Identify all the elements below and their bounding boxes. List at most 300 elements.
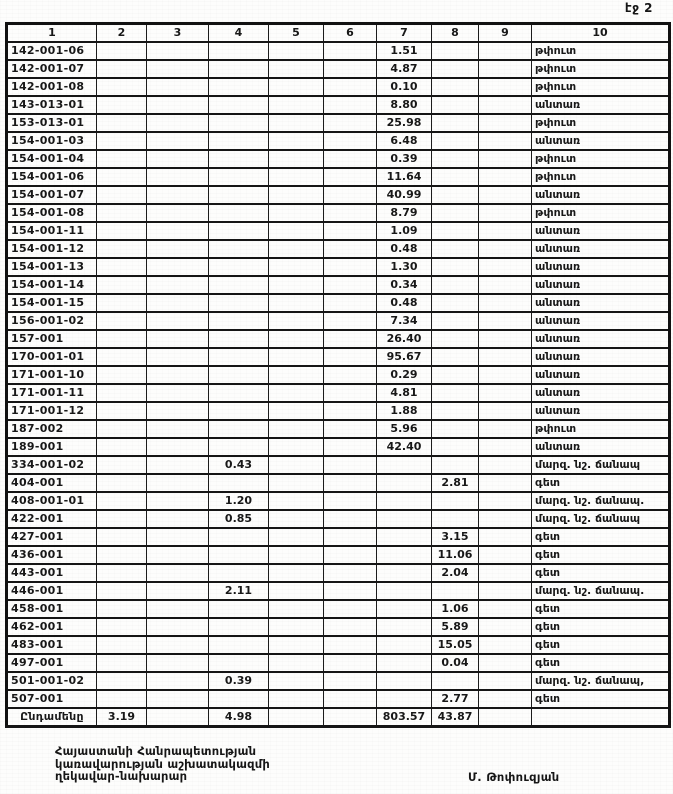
header-row xyxy=(7,24,670,43)
cell-col-9 xyxy=(479,582,532,600)
cell-col-8: 11.06 xyxy=(432,546,479,564)
land-category: գետ xyxy=(532,474,670,492)
parcel-code: 171-001-12 xyxy=(7,402,97,420)
land-category: մարզ. նշ. ճանապ. xyxy=(532,582,670,600)
land-category: գետ xyxy=(532,654,670,672)
cell-col-7 xyxy=(377,510,432,528)
cell-col-5 xyxy=(269,204,324,222)
column-header-9: 9 xyxy=(479,24,532,43)
land-category: թփուտ xyxy=(532,78,670,96)
column-header-1: 1 xyxy=(7,24,97,43)
table-row xyxy=(7,348,670,366)
cell-col-9 xyxy=(479,528,532,546)
cell-col-4 xyxy=(209,258,269,276)
footer-line-3: ղեկավար-նախարար xyxy=(55,769,188,783)
cell-col-5 xyxy=(269,654,324,672)
cell-col-4: 1.20 xyxy=(209,492,269,510)
cell-col-4 xyxy=(209,348,269,366)
cell-col-4 xyxy=(209,402,269,420)
table-body xyxy=(7,42,670,727)
cell-col-2 xyxy=(97,618,147,636)
cell-col-7: 7.34 xyxy=(377,312,432,330)
cell-col-6 xyxy=(324,186,377,204)
cell-col-2 xyxy=(97,546,147,564)
cell-col-5 xyxy=(269,474,324,492)
column-header-4: 4 xyxy=(209,24,269,43)
cell-col-7: 40.99 xyxy=(377,186,432,204)
land-category: անտառ xyxy=(532,312,670,330)
land-category: գետ xyxy=(532,564,670,582)
cell-col-3 xyxy=(147,510,209,528)
cell-col-6 xyxy=(324,384,377,402)
cell-col-8 xyxy=(432,366,479,384)
cell-col-9 xyxy=(479,222,532,240)
cell-col-5 xyxy=(269,240,324,258)
column-header-6: 6 xyxy=(324,24,377,43)
cell-col-3 xyxy=(147,114,209,132)
land-category: անտառ xyxy=(532,186,670,204)
land-category: թփուտ xyxy=(532,168,670,186)
cell-col-5 xyxy=(269,150,324,168)
cell-col-4 xyxy=(209,312,269,330)
cell-col-7 xyxy=(377,528,432,546)
cell-col-9 xyxy=(479,636,532,654)
cell-col-9 xyxy=(479,78,532,96)
cell-col-6 xyxy=(324,168,377,186)
cell-col-6 xyxy=(324,294,377,312)
cell-col-3 xyxy=(147,366,209,384)
table-row xyxy=(7,456,670,474)
cell-col-5 xyxy=(269,618,324,636)
table-row xyxy=(7,294,670,312)
cell-col-4: 0.43 xyxy=(209,456,269,474)
cell-col-8 xyxy=(432,330,479,348)
cell-col-3 xyxy=(147,204,209,222)
cell-col-9 xyxy=(479,366,532,384)
cell-col-7: 26.40 xyxy=(377,330,432,348)
cell-col-2 xyxy=(97,240,147,258)
table-header xyxy=(7,24,670,43)
parcel-code: 462-001 xyxy=(7,618,97,636)
cell-col-3 xyxy=(147,168,209,186)
parcel-code: 142-001-06 xyxy=(7,42,97,60)
cell-col-2 xyxy=(97,42,147,60)
cell-col-8 xyxy=(432,276,479,294)
cell-col-5 xyxy=(269,222,324,240)
cell-col-4 xyxy=(209,618,269,636)
parcel-code: 154-001-08 xyxy=(7,204,97,222)
cell-col-9 xyxy=(479,456,532,474)
cell-col-9 xyxy=(479,402,532,420)
cell-col-3 xyxy=(147,420,209,438)
cell-col-9 xyxy=(479,60,532,78)
table-row xyxy=(7,204,670,222)
cell-col-6 xyxy=(324,60,377,78)
cell-col-6 xyxy=(324,636,377,654)
cell-col-2 xyxy=(97,294,147,312)
cell-col-2 xyxy=(97,204,147,222)
cell-col-5 xyxy=(269,438,324,456)
parcel-code: 334-001-02 xyxy=(7,456,97,474)
parcel-code: 154-001-03 xyxy=(7,132,97,150)
cell-col-5 xyxy=(269,510,324,528)
table-row xyxy=(7,312,670,330)
cell-col-6 xyxy=(324,690,377,708)
cell-col-5 xyxy=(269,78,324,96)
table-row xyxy=(7,492,670,510)
cell-col-5 xyxy=(269,96,324,114)
cell-col-5 xyxy=(269,564,324,582)
cell-col-6 xyxy=(324,672,377,690)
cell-col-8 xyxy=(432,222,479,240)
table-row xyxy=(7,330,670,348)
cell-col-8 xyxy=(432,510,479,528)
cell-col-3 xyxy=(147,60,209,78)
cell-col-5 xyxy=(269,312,324,330)
parcel-code: 436-001 xyxy=(7,546,97,564)
cell-col-2 xyxy=(97,528,147,546)
land-category: անտառ xyxy=(532,222,670,240)
cell-col-6 xyxy=(324,312,377,330)
cell-col-3 xyxy=(147,330,209,348)
cell-col-8 xyxy=(432,42,479,60)
cell-col-5 xyxy=(269,690,324,708)
parcel-code: 171-001-10 xyxy=(7,366,97,384)
cell-col-4 xyxy=(209,474,269,492)
table-row xyxy=(7,42,670,60)
cell-col-6 xyxy=(324,708,377,727)
cell-col-6 xyxy=(324,420,377,438)
land-category: գետ xyxy=(532,618,670,636)
cell-col-4 xyxy=(209,240,269,258)
cell-col-8 xyxy=(432,240,479,258)
cell-col-9 xyxy=(479,384,532,402)
parcel-code: 157-001 xyxy=(7,330,97,348)
cell-col-6 xyxy=(324,348,377,366)
cell-col-4 xyxy=(209,114,269,132)
cell-col-3 xyxy=(147,222,209,240)
cell-col-9 xyxy=(479,564,532,582)
cell-col-2 xyxy=(97,276,147,294)
cell-col-9 xyxy=(479,114,532,132)
table-row xyxy=(7,276,670,294)
table-row xyxy=(7,654,670,672)
cell-col-6 xyxy=(324,42,377,60)
cell-col-2 xyxy=(97,330,147,348)
cell-col-9 xyxy=(479,618,532,636)
table-row xyxy=(7,168,670,186)
land-parcel-table xyxy=(5,22,671,728)
column-header-7: 7 xyxy=(377,24,432,43)
parcel-code: 154-001-07 xyxy=(7,186,97,204)
parcel-code: 189-001 xyxy=(7,438,97,456)
cell-col-3 xyxy=(147,294,209,312)
cell-col-9 xyxy=(479,42,532,60)
land-category: թփուտ xyxy=(532,42,670,60)
cell-col-9 xyxy=(479,492,532,510)
cell-col-8 xyxy=(432,258,479,276)
cell-col-7 xyxy=(377,474,432,492)
table-row xyxy=(7,420,670,438)
cell-col-7 xyxy=(377,492,432,510)
table-row xyxy=(7,258,670,276)
parcel-code: 427-001 xyxy=(7,528,97,546)
cell-col-3 xyxy=(147,96,209,114)
parcel-code: 446-001 xyxy=(7,582,97,600)
cell-col-9 xyxy=(479,654,532,672)
cell-col-5 xyxy=(269,42,324,60)
cell-col-5 xyxy=(269,294,324,312)
land-category: մարզ. նշ. ճանապ xyxy=(532,456,670,474)
cell-col-7: 0.10 xyxy=(377,78,432,96)
cell-col-7 xyxy=(377,636,432,654)
table-row xyxy=(7,186,670,204)
table-row xyxy=(7,402,670,420)
cell-col-7: 1.09 xyxy=(377,222,432,240)
cell-col-6 xyxy=(324,510,377,528)
parcel-code: 501-001-02 xyxy=(7,672,97,690)
cell-col-5 xyxy=(269,168,324,186)
cell-col-8 xyxy=(432,294,479,312)
cell-col-9 xyxy=(479,204,532,222)
cell-col-6 xyxy=(324,204,377,222)
cell-col-3 xyxy=(147,456,209,474)
cell-col-8: 2.81 xyxy=(432,474,479,492)
cell-col-6 xyxy=(324,222,377,240)
cell-col-4 xyxy=(209,96,269,114)
cell-col-7: 5.96 xyxy=(377,420,432,438)
cell-col-9 xyxy=(479,168,532,186)
cell-col-3 xyxy=(147,384,209,402)
column-header-2: 2 xyxy=(97,24,147,43)
cell-col-7 xyxy=(377,456,432,474)
cell-col-6 xyxy=(324,132,377,150)
signatory-name: Մ. Թոփուզյան xyxy=(468,770,560,784)
cell-col-3 xyxy=(147,276,209,294)
cell-col-4 xyxy=(209,384,269,402)
cell-col-5 xyxy=(269,60,324,78)
column-header-10: 10 xyxy=(532,24,670,43)
cell-col-2 xyxy=(97,60,147,78)
cell-col-5 xyxy=(269,330,324,348)
cell-col-8 xyxy=(432,312,479,330)
table-row xyxy=(7,240,670,258)
cell-col-7: 4.87 xyxy=(377,60,432,78)
table-row xyxy=(7,132,670,150)
cell-col-3 xyxy=(147,150,209,168)
cell-col-9 xyxy=(479,438,532,456)
cell-col-6 xyxy=(324,474,377,492)
column-header-3: 3 xyxy=(147,24,209,43)
cell-col-7 xyxy=(377,690,432,708)
parcel-code: 154-001-12 xyxy=(7,240,97,258)
cell-col-7: 0.39 xyxy=(377,150,432,168)
table-row xyxy=(7,60,670,78)
cell-col-2 xyxy=(97,582,147,600)
cell-col-3 xyxy=(147,402,209,420)
parcel-code: 170-001-01 xyxy=(7,348,97,366)
cell-col-7 xyxy=(377,546,432,564)
cell-col-3 xyxy=(147,582,209,600)
cell-col-7 xyxy=(377,582,432,600)
cell-col-8: 2.77 xyxy=(432,690,479,708)
cell-col-3 xyxy=(147,258,209,276)
cell-col-9 xyxy=(479,474,532,492)
table-row xyxy=(7,636,670,654)
cell-col-4 xyxy=(209,222,269,240)
cell-col-7 xyxy=(377,564,432,582)
cell-col-2 xyxy=(97,96,147,114)
land-category: թփուտ xyxy=(532,420,670,438)
parcel-code: 483-001 xyxy=(7,636,97,654)
table-row xyxy=(7,546,670,564)
cell-col-8 xyxy=(432,492,479,510)
land-category: անտառ xyxy=(532,132,670,150)
cell-col-8: 15.05 xyxy=(432,636,479,654)
land-category: անտառ xyxy=(532,96,670,114)
cell-col-9 xyxy=(479,96,532,114)
cell-col-4 xyxy=(209,150,269,168)
land-category: գետ xyxy=(532,690,670,708)
cell-col-9 xyxy=(479,312,532,330)
cell-col-2 xyxy=(97,690,147,708)
cell-col-6 xyxy=(324,402,377,420)
land-category: անտառ xyxy=(532,366,670,384)
cell-col-6 xyxy=(324,114,377,132)
cell-col-5 xyxy=(269,402,324,420)
parcel-code: 142-001-08 xyxy=(7,78,97,96)
cell-col-7: 95.67 xyxy=(377,348,432,366)
cell-col-5 xyxy=(269,420,324,438)
cell-col-8 xyxy=(432,186,479,204)
cell-col-8: 5.89 xyxy=(432,618,479,636)
total-row xyxy=(7,708,670,727)
parcel-code: 156-001-02 xyxy=(7,312,97,330)
table-row xyxy=(7,384,670,402)
cell-col-9 xyxy=(479,132,532,150)
table-row xyxy=(7,618,670,636)
table-row xyxy=(7,510,670,528)
cell-col-6 xyxy=(324,96,377,114)
land-category: թփուտ xyxy=(532,114,670,132)
cell-col-3 xyxy=(147,528,209,546)
cell-col-8 xyxy=(432,672,479,690)
land-category: անտառ xyxy=(532,384,670,402)
parcel-code: 408-001-01 xyxy=(7,492,97,510)
cell-col-2 xyxy=(97,114,147,132)
cell-col-2 xyxy=(97,636,147,654)
cell-col-5 xyxy=(269,546,324,564)
cell-col-2 xyxy=(97,564,147,582)
cell-col-8 xyxy=(432,96,479,114)
cell-col-6 xyxy=(324,654,377,672)
cell-col-4 xyxy=(209,186,269,204)
cell-col-4 xyxy=(209,600,269,618)
cell-col-2 xyxy=(97,258,147,276)
cell-col-6 xyxy=(324,438,377,456)
cell-col-4 xyxy=(209,204,269,222)
cell-col-4 xyxy=(209,636,269,654)
footer-line-1: Հայաստանի Հանրապետության xyxy=(55,744,257,758)
cell-col-6 xyxy=(324,600,377,618)
cell-col-4 xyxy=(209,330,269,348)
cell-col-8 xyxy=(432,78,479,96)
table-row xyxy=(7,528,670,546)
cell-col-4 xyxy=(209,420,269,438)
parcel-code: 422-001 xyxy=(7,510,97,528)
cell-col-7: 42.40 xyxy=(377,438,432,456)
cell-col-5 xyxy=(269,708,324,727)
cell-col-5 xyxy=(269,492,324,510)
cell-col-8 xyxy=(432,132,479,150)
cell-col-4 xyxy=(209,276,269,294)
parcel-code: 142-001-07 xyxy=(7,60,97,78)
cell-col-2 xyxy=(97,186,147,204)
cell-col-7: 25.98 xyxy=(377,114,432,132)
cell-col-8 xyxy=(432,348,479,366)
cell-col-9 xyxy=(479,150,532,168)
land-category: անտառ xyxy=(532,258,670,276)
cell-col-3 xyxy=(147,438,209,456)
column-header-5: 5 xyxy=(269,24,324,43)
table-row xyxy=(7,366,670,384)
column-header-8: 8 xyxy=(432,24,479,43)
cell-col-8 xyxy=(432,438,479,456)
cell-col-3 xyxy=(147,42,209,60)
total-label: Ընդամենը xyxy=(7,708,97,727)
cell-col-2 xyxy=(97,222,147,240)
cell-col-7: 0.29 xyxy=(377,366,432,384)
cell-col-4 xyxy=(209,654,269,672)
cell-col-5 xyxy=(269,384,324,402)
cell-col-8: 2.04 xyxy=(432,564,479,582)
table-row xyxy=(7,96,670,114)
table-row xyxy=(7,474,670,492)
cell-col-2: 3.19 xyxy=(97,708,147,727)
cell-col-3 xyxy=(147,654,209,672)
land-category: գետ xyxy=(532,546,670,564)
cell-col-6 xyxy=(324,546,377,564)
cell-col-8 xyxy=(432,456,479,474)
land-category: թփուտ xyxy=(532,204,670,222)
table-row xyxy=(7,150,670,168)
cell-col-9 xyxy=(479,240,532,258)
land-category: անտառ xyxy=(532,240,670,258)
cell-col-4 xyxy=(209,690,269,708)
cell-col-2 xyxy=(97,150,147,168)
cell-col-9 xyxy=(479,510,532,528)
cell-col-8 xyxy=(432,60,479,78)
cell-col-6 xyxy=(324,456,377,474)
cell-col-5 xyxy=(269,258,324,276)
cell-col-4 xyxy=(209,564,269,582)
cell-col-6 xyxy=(324,564,377,582)
cell-col-9 xyxy=(479,600,532,618)
cell-col-5 xyxy=(269,132,324,150)
cell-col-6 xyxy=(324,276,377,294)
cell-col-8: 0.04 xyxy=(432,654,479,672)
cell-col-8 xyxy=(432,150,479,168)
cell-col-6 xyxy=(324,582,377,600)
table-row xyxy=(7,690,670,708)
cell-col-9 xyxy=(479,276,532,294)
cell-col-5 xyxy=(269,456,324,474)
cell-col-3 xyxy=(147,132,209,150)
cell-col-7: 0.48 xyxy=(377,294,432,312)
cell-col-9 xyxy=(479,330,532,348)
cell-col-3 xyxy=(147,348,209,366)
cell-col-4 xyxy=(209,294,269,312)
